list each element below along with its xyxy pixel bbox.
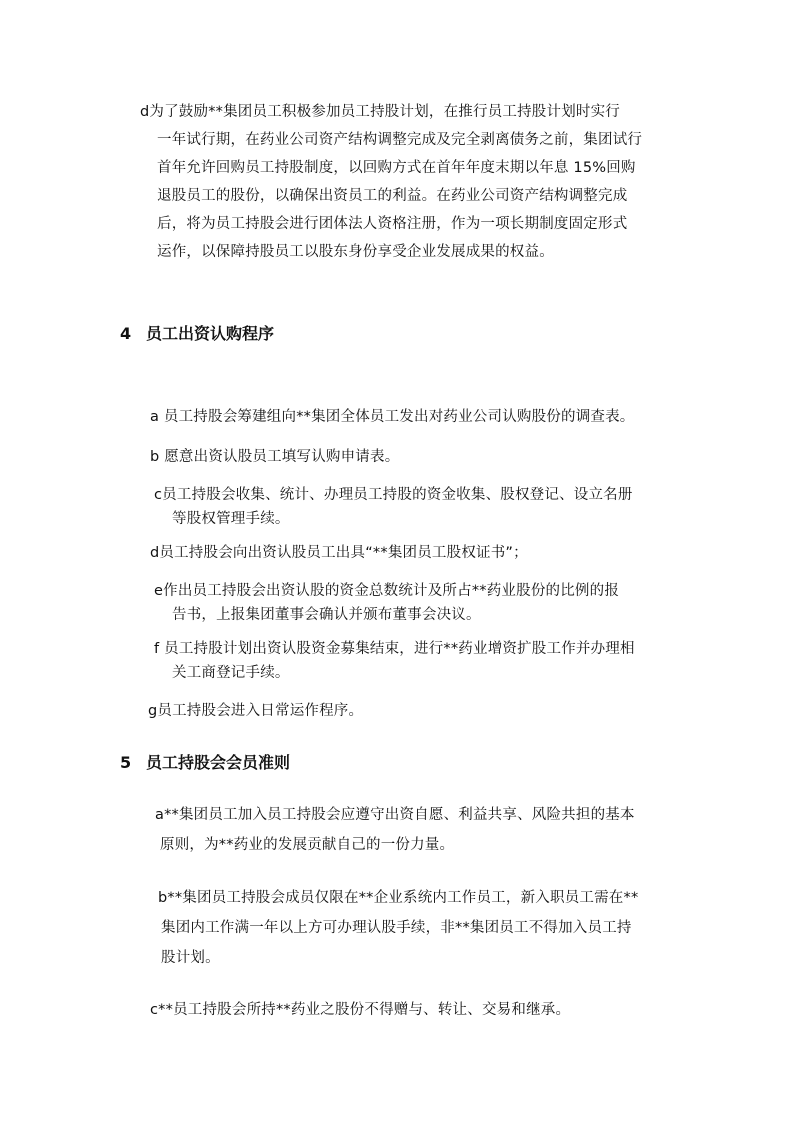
paragraph-d-trial-period <box>140 98 642 266</box>
text-line: e作出员工持股会出资认股的资金总数统计及所占**药业股份的比例的报 <box>154 583 620 599</box>
text-line: b**集团员工持股会成员仅限在**企业系统内工作员工，新入职员工需在** <box>158 890 639 906</box>
section-number: 4 <box>120 324 132 343</box>
section-title: 员工出资认购程序 <box>146 324 275 343</box>
text-line: b 愿意出资认股员工填写认购申请表。 <box>150 449 400 465</box>
step-item-c <box>154 483 633 531</box>
step-item-g <box>148 699 363 723</box>
text-line: 运作，以保障持股员工以股东身份享受企业发展成果的权益。 <box>157 244 554 260</box>
rule-item-a <box>155 800 635 860</box>
text-line: 关工商登记手续。 <box>172 665 290 681</box>
text-line: 等股权管理手续。 <box>172 511 290 527</box>
text-line: 股计划。 <box>161 950 220 966</box>
step-item-a <box>150 405 635 429</box>
text-line: 告书，上报集团董事会确认并颁布董事会决议。 <box>172 607 481 623</box>
text-line: g员工持股会进入日常运作程序。 <box>148 703 364 719</box>
step-item-e <box>154 579 619 627</box>
section-heading-5 <box>120 750 290 773</box>
section-title: 员工持股会会员准则 <box>146 753 291 772</box>
text-line: 一年试行期，在药业公司资产结构调整完成及完全剥离债务之前，集团试行 <box>157 132 643 148</box>
section-heading-4 <box>120 321 274 344</box>
text-line: 首年允许回购员工持股制度，以回购方式在首年年度末期以年息 15%回购 <box>157 160 636 176</box>
step-item-d <box>150 541 528 565</box>
text-line: f 员工持股计划出资认股资金募集结束，进行**药业增资扩股工作并办理相 <box>154 641 635 657</box>
text-line: 集团内工作满一年以上方可办理认股手续，非**集团员工不得加入员工持 <box>161 920 632 936</box>
text-line: d员工持股会向出资认股员工出具“**集团员工股权证书”； <box>150 545 528 561</box>
text-line: 原则，为**药业的发展贡献自己的一份力量。 <box>160 837 455 853</box>
step-item-b <box>150 445 399 469</box>
section-number: 5 <box>120 753 132 772</box>
text-line: 退股员工的股份，以确保出资员工的利益。在药业公司资产结构调整完成 <box>157 188 628 204</box>
step-item-f <box>154 637 635 685</box>
text-line: 后，将为员工持股会进行团体法人资格注册，作为一项长期制度固定形式 <box>157 216 628 232</box>
text-line: a 员工持股会筹建组向**集团全体员工发出对药业公司认购股份的调查表。 <box>150 409 635 425</box>
rule-item-c <box>150 995 570 1025</box>
text-line: c**员工持股会所持**药业之股份不得赠与、转让、交易和继承。 <box>150 1002 571 1018</box>
rule-item-b <box>158 883 638 973</box>
text-line: c员工持股会收集、统计、办理员工持股的资金收集、股权登记、设立名册 <box>154 487 633 503</box>
text-line: a**集团员工加入员工持股会应遵守出资自愿、利益共享、风险共担的基本 <box>155 807 635 823</box>
text-line: d为了鼓励**集团员工积极参加员工持股计划，在推行员工持股计划时实行 <box>140 104 621 120</box>
